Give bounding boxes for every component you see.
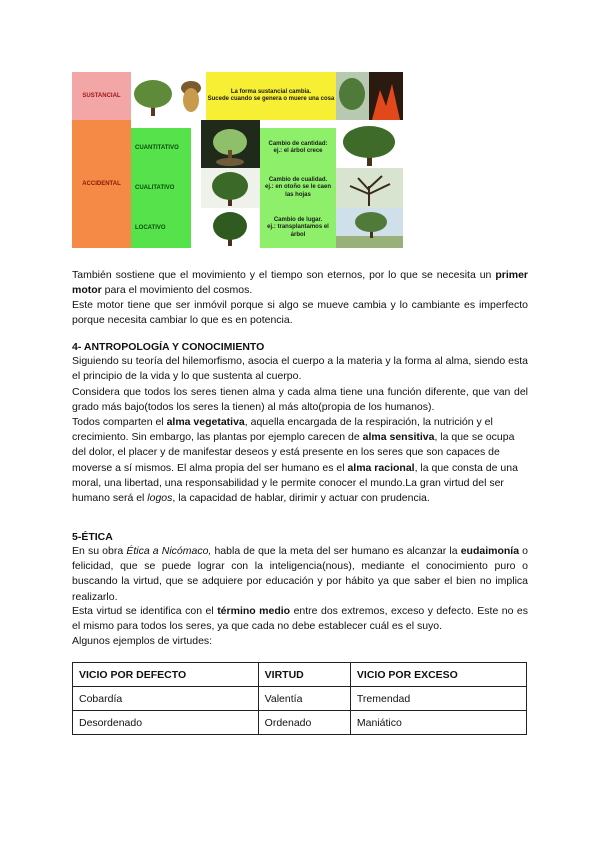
p6-text-c: habla de que la meta del ser humano es alcanzar la [211, 545, 461, 557]
cualitativo-label: CUALITATIVO [131, 168, 191, 208]
termino-medio-term: término medio [217, 605, 291, 617]
p1-text-a: También sostiene que el movimiento y el tiempo son eternos, por lo que se necesita un [72, 269, 496, 281]
tree-image [131, 72, 176, 120]
p5-text-i: , la capacidad de hablar, dirimir y actuar con prudencia. [172, 492, 430, 505]
table-cell: Ordenado [258, 711, 350, 735]
eudaimonia-term: eudaimonía [460, 545, 520, 557]
cualitativo-desc-line1: Cambio de cualidad. [268, 176, 328, 183]
section-4-heading: 4- ANTROPOLOGÍA Y CONOCIMIENTO [72, 341, 265, 353]
p5-text-c: , aquella encargada de la respiración, la nutrición y el crecimiento. Sin embargo, las plantas por ejemplo carecen de [72, 416, 493, 444]
paragraph-hilemorfismo: Siguiendo su teoría del hilemorfismo, asocia el cuerpo a la materia y la forma al alma, siendo esta el principio de la vida y lo que sustenta al cuerpo. [72, 355, 528, 383]
paragraph-motor-inmovil: Este motor tiene que ser inmóvil porque si algo se mueve cambia y lo cambiante es imperfecto porque necesita cambiar lo que es en potencia. [72, 299, 528, 327]
alma-racional-term: alma racional [347, 461, 415, 474]
p7-text-a: Esta virtud se identifica con el [72, 605, 218, 617]
alma-vegetativa-term: alma vegetativa [166, 416, 245, 428]
paragraph-termino-medio [72, 604, 528, 634]
header-virtud: VIRTUD [258, 663, 350, 687]
green-tree-image [201, 168, 260, 208]
sustancial-desc-line1: La forma sustancial cambia. [230, 88, 312, 95]
bare-tree-image [336, 168, 403, 208]
paragraph-almas: Considera que todos los seres tienen alma y cada alma tiene una función diferente, que van del grado más bajo(todos los seres la tienen) al más alto(propia de los humanos). [72, 386, 528, 414]
locativo-desc-line1: Cambio de lugar. [273, 216, 323, 223]
trees-fire-image [336, 72, 403, 120]
cuantitativo-desc-line2: ej.: el árbol crece [273, 148, 323, 154]
p6-text-e: o felicidad, que se puede lograr con la inteligencia(nous), mediante el conocimiento puro o buscando la virtud, que se adquiere por educación y por hábito ya que saber el bien no implica realizarlo. [72, 545, 529, 603]
locativo-desc-line2: ej.: transplantamos el árbol [267, 224, 329, 238]
p5-text-e: , la que se ocupa del dolor, el placer y de manifestar deseos y está presente en los seres que son capaces de moverse a sí mismos. El alma propia del ser humano es el [72, 431, 515, 474]
section-5-heading: 5-ÉTICA [72, 531, 113, 543]
table-row [73, 687, 527, 711]
p5-text-a: Todos comparten el [72, 416, 167, 428]
locativo-label: LOCATIVO [131, 208, 191, 248]
table-cell: Tremendad [350, 687, 526, 711]
acorn-image [176, 72, 206, 120]
cualitativo-desc-line2: ej.: en otoño se le caen las hojas [264, 184, 332, 198]
paragraph-primer-motor [72, 268, 528, 298]
table-cell: Desordenado [73, 711, 259, 735]
accidental-label: ACCIDENTAL [72, 120, 131, 248]
cualitativo-description [260, 168, 336, 208]
landscape-tree-image [336, 208, 403, 248]
sustancial-description [206, 72, 336, 120]
virtues-table [72, 662, 527, 735]
header-vicio-exceso: VICIO POR EXCESO [350, 663, 526, 687]
p1-text-c: para el movimiento del cosmos. [101, 284, 253, 297]
table-cell: Maniático [350, 711, 526, 735]
sustancial-desc-line2: Sucede cuando se genera o muere una cosa [207, 96, 335, 102]
table-header-row [73, 663, 527, 687]
p7-text-c: entre dos extremos, exceso y defecto. Este no es el mismo para todos los seres, ya que cada no debe establecer cuál es el suyo. [72, 605, 529, 633]
table-cell: Valentía [258, 687, 350, 711]
sapling-image [201, 120, 260, 168]
sustancial-label: SUSTANCIAL [72, 72, 131, 120]
round-tree-image [201, 208, 260, 248]
table-row [73, 711, 527, 735]
paragraph-ejemplos: Algunos ejemplos de virtudes: [72, 635, 213, 647]
cuantitativo-description [260, 128, 336, 168]
table-cell: Cobardía [73, 687, 259, 711]
cuantitativo-desc-line1: Cambio de cantidad: [268, 140, 328, 147]
change-types-diagram [72, 72, 403, 248]
logos-term: logos [147, 492, 173, 505]
header-vicio-defecto: VICIO POR DEFECTO [73, 663, 259, 687]
etica-nicomaco-title: Ética a Nicómaco, [126, 545, 212, 557]
locativo-description [260, 208, 336, 248]
p5-text-g: , la que consta de una moral, una libertad, una responsabilidad y le permite conocer el mundo.La gran virtud del ser humano será el [72, 461, 518, 505]
grown-tree-image [336, 120, 403, 168]
alma-sensitiva-term: alma sensitiva [362, 431, 435, 444]
primer-motor-term: primer motor [72, 269, 528, 297]
paragraph-etica [72, 544, 528, 605]
paragraph-tipos-alma [72, 415, 528, 506]
p6-text-a: En su obra [72, 545, 127, 557]
cuantitativo-label: CUANTITATIVO [131, 128, 191, 168]
